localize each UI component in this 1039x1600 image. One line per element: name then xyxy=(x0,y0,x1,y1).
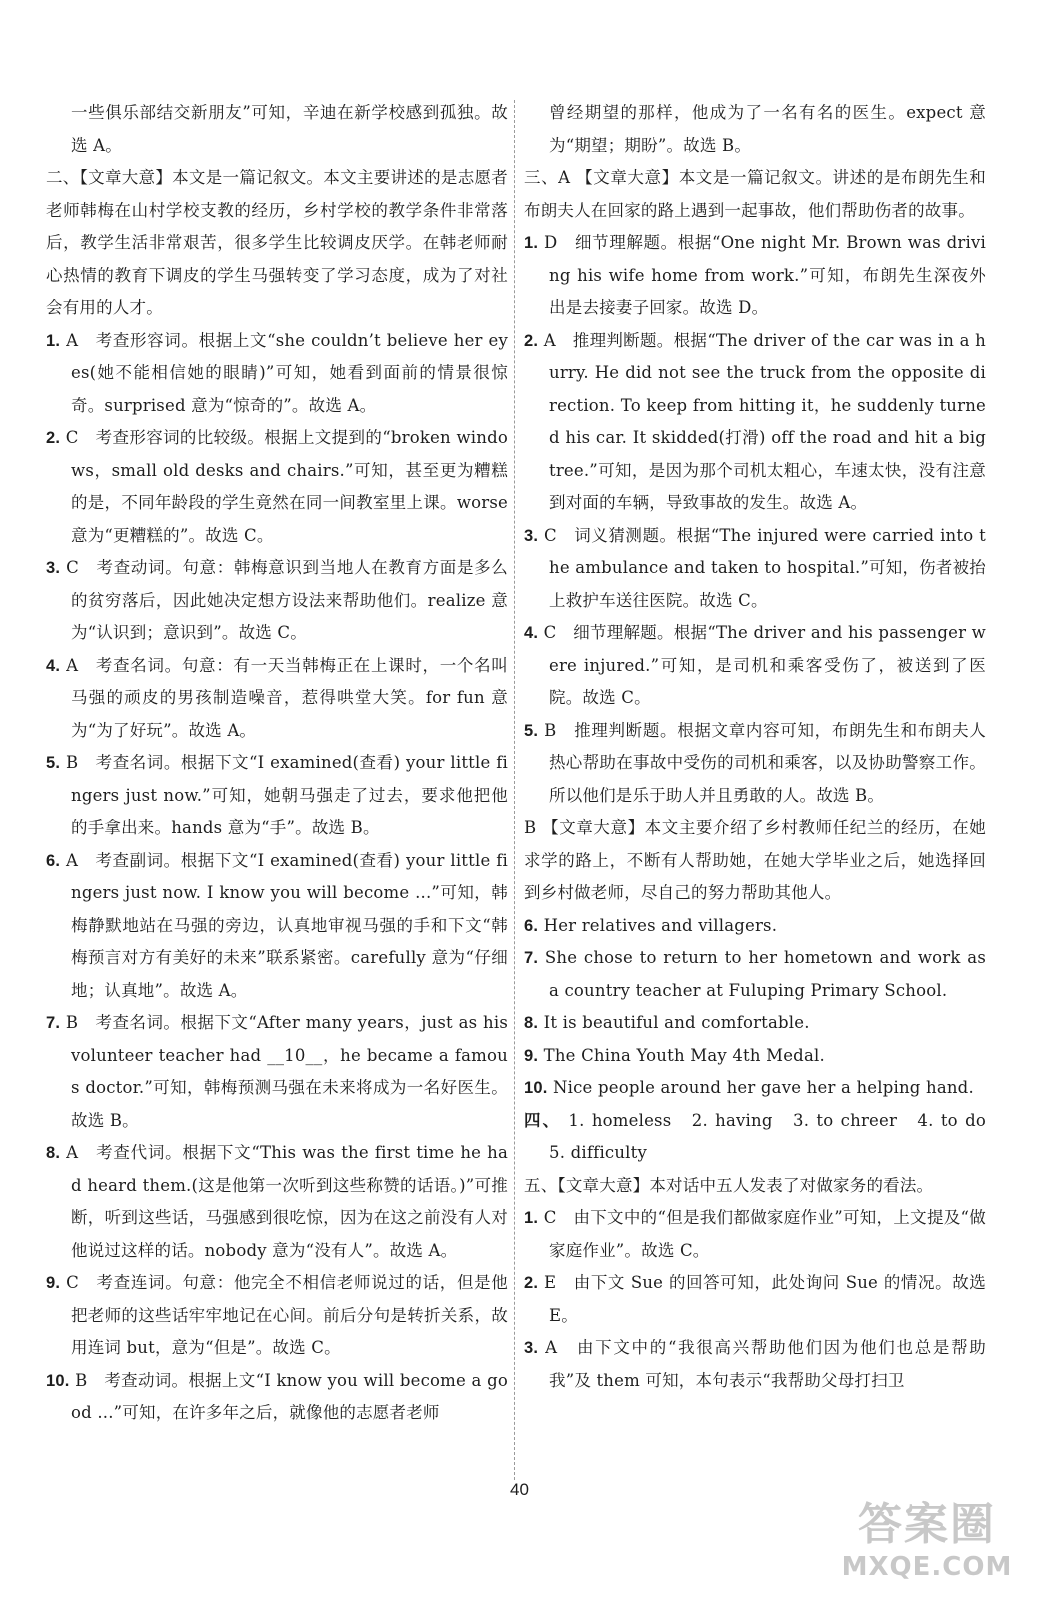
answer-text: A 推理判断题。根据“The driver of the car was in a hurry. He did not see the truck from the opposite direction. To keep from hitting it，he suddenly turned his car. It skidded(打滑) off the road and hit a big tree.”可知，是因为那个司机太粗心，车速太快，没有注意到对面的车辆，导致事故的发生。故选 A。 xyxy=(543,330,986,512)
page-number: 40 xyxy=(510,1480,529,1499)
answer-text: B 【文章大意】本文主要介绍了乡村教师任纪兰的经历，在她求学的路上，不断有人帮助她，在她大学毕业之后，她选择回到乡村做老师，尽自己的努力帮助其他人。 xyxy=(524,818,986,902)
watermark-logo xyxy=(827,1499,1027,1594)
answer-paragraph xyxy=(524,162,986,227)
question-number: 3. xyxy=(524,526,539,545)
question-number: 1. xyxy=(524,1209,539,1227)
answer-paragraph xyxy=(46,97,508,162)
question-number: 10. xyxy=(46,1371,70,1390)
question-number: 8. xyxy=(524,1014,539,1032)
question-number: 4. xyxy=(46,656,61,675)
answer-paragraph xyxy=(46,325,508,423)
answer-text: A 由下文中的“我很高兴帮助他们因为他们也总是帮助我”及 them 可知，本句表示“我帮助父母打扫卫 xyxy=(545,1338,986,1390)
answer-text: The China Youth May 4th Medal. xyxy=(543,1045,825,1065)
answer-paragraph xyxy=(524,1007,986,1040)
answer-paragraph xyxy=(524,1105,1003,1170)
answer-paragraph xyxy=(46,845,508,1008)
answer-text: 五、【文章大意】本对话中五人发表了对做家务的看法。 xyxy=(524,1175,934,1195)
question-number: 5. xyxy=(524,721,539,740)
answer-text: She chose to return to her hometown and work as a country teacher at Fuluping Primary School. xyxy=(544,948,986,1000)
question-number: 2. xyxy=(46,429,61,447)
answer-paragraph xyxy=(524,227,986,325)
answer-paragraph xyxy=(524,715,986,813)
answer-text: C 考查连词。句意：他完全不相信老师说过的话，但是他把老师的这些话牢牢地记在心间。前后分句是转折关系，故用连词 but，意为“但是”。故选 C。 xyxy=(66,1273,509,1357)
answer-text: A 考查形容词。根据上文“she couldn’t believe her eyes(她不能相信她的眼睛)”可知，她看到面前的情景很惊奇。surprised 意为“惊奇的”。故选 A。 xyxy=(66,330,508,415)
answer-text: B 考查名词。根据下文“After many years，just as his volunteer teacher had __10__，he became a famous doctor.”可知，韩梅预测马强在未来将成为一名好医生。故选 B。 xyxy=(65,1013,508,1130)
answer-paragraph xyxy=(524,1202,986,1267)
question-number: 6. xyxy=(46,851,61,870)
answer-paragraph xyxy=(46,1007,508,1137)
answer-paragraph xyxy=(524,1040,986,1073)
answer-paragraph xyxy=(524,520,986,618)
answer-paragraph xyxy=(524,812,986,910)
question-number: 3. xyxy=(524,1339,539,1357)
answer-text: D 细节理解题。根据“One night Mr. Brown was driving his wife home from work.”可知，布朗先生深夜外出是去接妻子回家。故选 D。 xyxy=(544,233,986,317)
answer-text: E 由下文 Sue 的回答可知，此处询问 Sue 的情况。故选 E。 xyxy=(544,1273,986,1325)
answer-paragraph xyxy=(524,1072,986,1105)
question-number: 1. xyxy=(46,331,61,350)
answer-text: A 考查名词。句意：有一天当韩梅正在上课时，一个名叫马强的顽皮的男孩制造噪音，惹得哄堂大笑。for fun 意为“为了好玩”。故选 A。 xyxy=(66,655,508,740)
answer-paragraph xyxy=(524,1170,986,1203)
answer-paragraph xyxy=(46,650,508,748)
question-number: 2. xyxy=(524,1274,539,1292)
answer-paragraph xyxy=(524,325,986,520)
answer-paragraph xyxy=(524,617,986,715)
question-number: 7. xyxy=(46,1014,61,1032)
answer-text: C 细节理解题。根据“The driver and his passenger were injured.”可知，是司机和乘客受伤了，被送到了医院。故选 C。 xyxy=(543,623,986,707)
question-number: 3. xyxy=(46,559,61,577)
answer-paragraph xyxy=(524,97,986,162)
answer-paragraph xyxy=(46,162,508,325)
answer-paragraph xyxy=(46,552,508,650)
question-number: 9. xyxy=(46,1274,61,1292)
answer-text: B 考查名词。根据下文“I examined(查看) your little fingers just now.”可知，她朝马强走了过去，要求他把他的手拿出来。hands 意为“手”。故选 B。 xyxy=(65,753,508,837)
answer-text: C 考查形容词的比较级。根据上文提到的“broken windows，small old desks and chairs.”可知，甚至更为糟糕的是，不同年龄段的学生竟然在同一间教室里上课。worse 意为“更糟糕的”。故选 C。 xyxy=(65,428,508,545)
answer-text: 一些俱乐部结交新朋友”可知，辛迪在新学校感到孤独。故选 A。 xyxy=(71,103,508,155)
question-number: 8. xyxy=(46,1144,61,1162)
column-divider xyxy=(514,100,515,1480)
answer-text: B 考查动词。根据上文“I know you will become a good ...”可知，在许多年之后，就像他的志愿者老师 xyxy=(71,1370,508,1422)
answer-paragraph xyxy=(46,747,508,845)
answer-text: 三、A 【文章大意】本文是一篇记叙文。讲述的是布朗先生和布朗夫人在回家的路上遇到一起事故，他们帮助伤者的故事。 xyxy=(524,168,986,220)
question-number: 4. xyxy=(524,624,539,642)
question-number: 2. xyxy=(524,331,539,350)
question-number: 10. xyxy=(524,1079,548,1097)
answer-paragraph xyxy=(524,1267,986,1332)
answer-paragraph xyxy=(46,1267,508,1365)
answer-text: Nice people around her gave her a helping hand. xyxy=(553,1078,974,1097)
watermark-url: MXQE.COM xyxy=(841,1552,1013,1582)
answer-text: 二、【文章大意】本文是一篇记叙文。本文主要讲述的是志愿者老师韩梅在山村学校支教的经历，乡村学校的教学条件非常落后，教学生活非常艰苦，很多学生比较调皮厌学。在韩老师耐心热情的教育下调皮的学生马强转变了学习态度，成为了对社会有用的人才。 xyxy=(46,168,508,317)
answer-paragraph xyxy=(46,1365,508,1430)
right-column xyxy=(524,97,1003,1397)
question-number: 7. xyxy=(524,949,539,967)
question-number: 9. xyxy=(524,1046,539,1065)
question-number: 四、 xyxy=(524,1111,562,1130)
answer-text: 1. homeless 2. having 3. to chreer 4. to do 5. difficulty xyxy=(549,1110,1003,1162)
question-number: 5. xyxy=(46,754,61,772)
answer-text: C 由下文中的“但是我们都做家庭作业”可知，上文提及“做家庭作业”。故选 C。 xyxy=(543,1208,986,1260)
answer-paragraph xyxy=(524,1332,986,1397)
question-number: 6. xyxy=(524,916,539,935)
answer-text: 曾经期望的那样，他成为了一名有名的医生。expect 意为“期望；期盼”。故选 B。 xyxy=(549,103,986,155)
question-number: 1. xyxy=(524,234,539,252)
watermark-text: 答案圈 xyxy=(858,1499,996,1550)
answer-text: It is beautiful and comfortable. xyxy=(543,1013,810,1032)
answer-paragraph xyxy=(524,942,986,1007)
answer-text: A 考查副词。根据下文“I examined(查看) your little fingers just now. I know you will become ...”可知，韩梅静默地站在马强的旁边，认真地审视马强的手和下文“韩梅预言对方有美好的未来”联系紧密。carefully 意为“仔细地；认真地”。故选 A。 xyxy=(65,850,508,1000)
answer-text: C 考查动词。句意：韩梅意识到当地人在教育方面是多么的贫穷落后，因此她决定想方设法来帮助他们。realize 意为“认识到；意识到”。故选 C。 xyxy=(66,558,509,642)
answer-paragraph xyxy=(46,422,508,552)
left-column xyxy=(46,97,508,1430)
answer-text: A 考查代词。根据下文“This was the first time he had heard them.(这是他第一次听到这些称赞的话语。)”可推断，听到这些话，马强感到很吃惊，因为在这之前没有人对他说过这样的话。nobody 意为“没有人”。故选 A。 xyxy=(66,1143,508,1260)
answer-text: B 推理判断题。根据文章内容可知，布朗先生和布朗夫人热心帮助在事故中受伤的司机和乘客，以及协助警察工作。所以他们是乐于助人并且勇敢的人。故选 B。 xyxy=(544,720,986,805)
answer-text: Her relatives and villagers. xyxy=(543,915,778,935)
answer-text: C 词义猜测题。根据“The injured were carried into the ambulance and taken to hospital.”可知，伤者被抬上救护车送往医院。故选 C。 xyxy=(543,525,986,610)
answer-paragraph xyxy=(524,910,986,943)
answer-paragraph xyxy=(46,1137,508,1267)
